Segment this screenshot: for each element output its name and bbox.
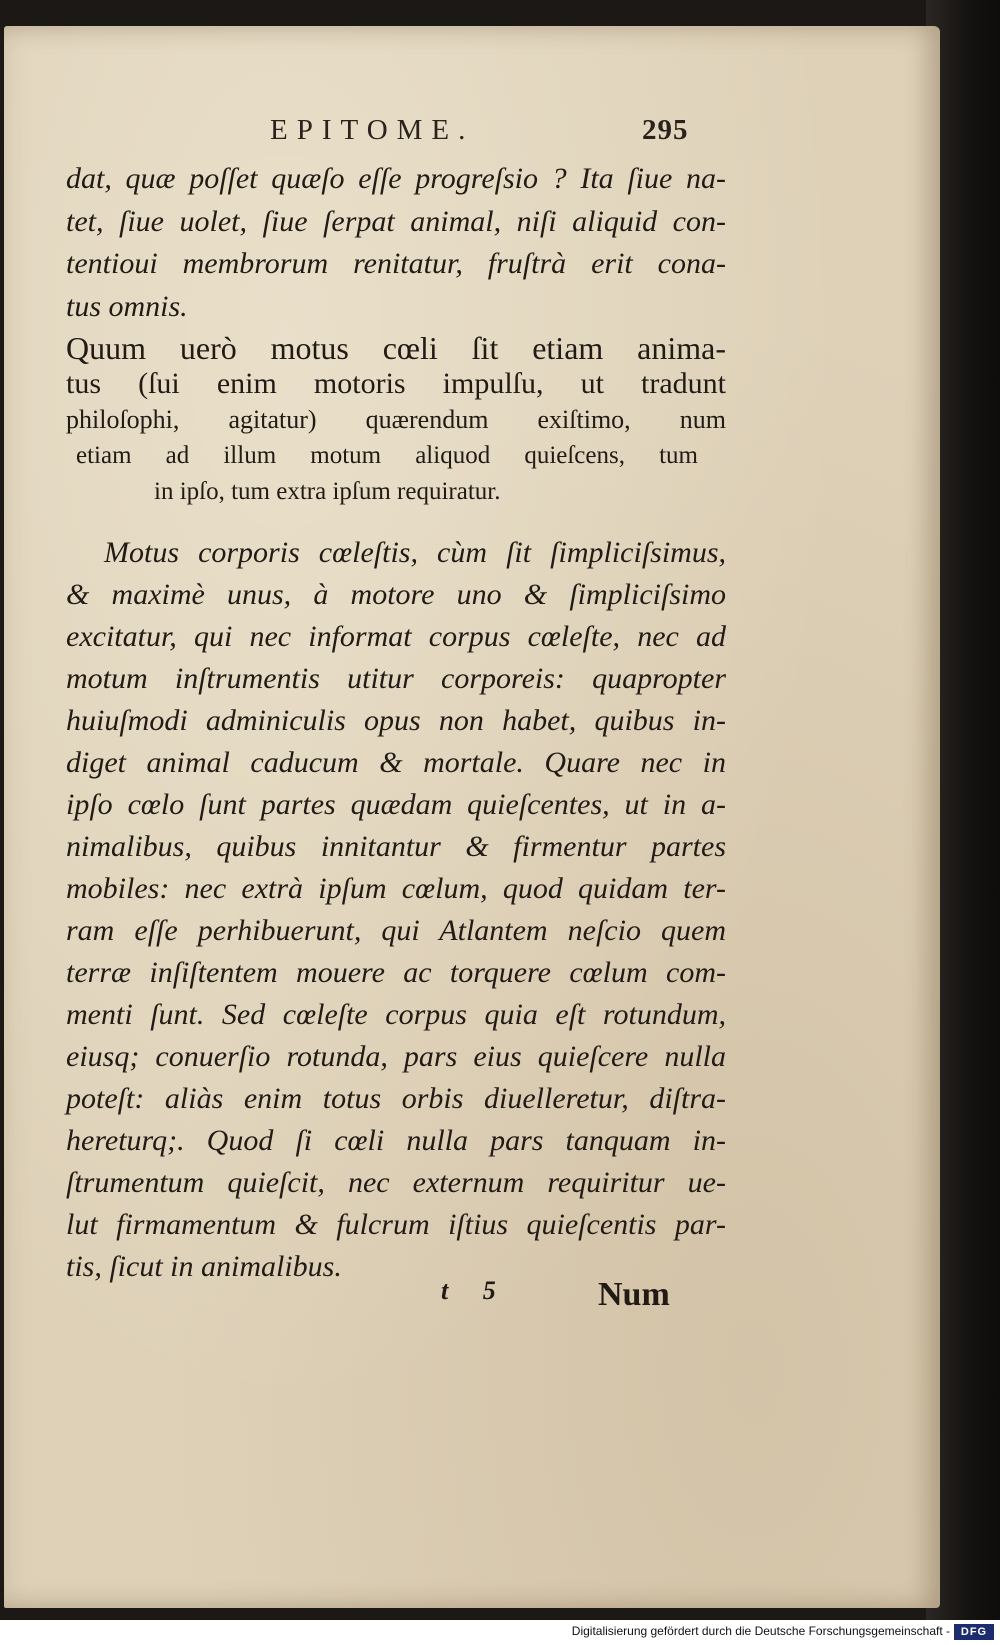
dfg-logo: DFG	[954, 1624, 994, 1640]
paragraph-3-answer	[66, 532, 726, 1288]
text-line: tus omnis.	[66, 289, 188, 323]
catchword: Num	[598, 1276, 670, 1313]
text-line: in ipſo, tum extra ipſum requiratur.	[154, 478, 501, 505]
signature-mark: t 5	[441, 1276, 510, 1305]
text-line: tus (ſui enim motoris impulſu, ut tradunt	[66, 367, 726, 400]
text-line: tentioui membrorum renitatur, fruſtrà erit cona-	[66, 247, 726, 280]
text-line: philoſophi, agitatur) quærendum exiſtimo, num	[66, 405, 726, 434]
text-line: terræ inſiſtentem mouere ac torquere cœlum com-	[66, 956, 726, 989]
text-line: ram eſſe perhibuerunt, qui Atlantem neſcio quem	[66, 914, 726, 947]
text-line: hereturq;. Quod ſi cœli nulla pars tanquam in-	[66, 1124, 726, 1157]
text-line: motum inſtrumentis utitur corporeis: quapropter	[66, 662, 726, 695]
text-line: tis, ſicut in animalibus.	[66, 1250, 342, 1283]
digitization-credit-bar	[0, 1620, 1000, 1645]
text-line: etiam ad illum motum aliquod quieſcens, tum	[76, 442, 698, 469]
text-line: huiuſmodi adminiculis opus non habet, quibus in-	[66, 704, 726, 737]
text-line: poteſt: aliàs enim totus orbis diuelleretur, diſtra-	[66, 1082, 726, 1115]
paragraph-1	[66, 158, 726, 328]
text-line: Motus corporis cœleſtis, cùm ſit ſimpliciſsimus,	[104, 536, 726, 569]
text-line: nimalibus, quibus innitantur & firmentur partes	[66, 830, 726, 863]
credit-text: Digitalisierung gefördert durch die Deutsche Forschungsgemeinschaft -	[571, 1624, 950, 1638]
text-line: mobiles: nec extrà ipſum cœlum, quod quidam ter-	[66, 872, 726, 905]
paragraph-2-question	[66, 330, 726, 510]
text-line: tet, ſiue uolet, ſiue ſerpat animal, niſi aliquid con-	[66, 204, 726, 238]
text-line: diget animal caducum & mortale. Quare nec in	[66, 746, 726, 779]
text-line: dat, quæ poſſet quæſo eſſe progreſsio ? Ita ſiue na-	[66, 162, 726, 195]
text-line: excitatur, qui nec informat corpus cœleſte, nec ad	[66, 620, 726, 653]
text-line: menti ſunt. Sed cœleſte corpus quia eſt rotundum,	[66, 998, 726, 1031]
text-line: ſtrumentum quieſcit, nec externum requiritur ue-	[66, 1166, 726, 1199]
text-line: ipſo cœlo ſunt partes quædam quieſcentes, ut in a-	[66, 788, 726, 821]
page-header	[260, 114, 720, 154]
text-line: eiusq; conuerſio rotunda, pars eius quieſcere nulla	[66, 1040, 726, 1073]
running-title: EPITOME.	[270, 114, 475, 146]
text-line: & maximè unus, à motore uno & ſimpliciſsimo	[66, 578, 726, 611]
text-line: lut firmamentum & fulcrum iſtius quieſcentis par-	[66, 1208, 726, 1241]
page-footer	[66, 1276, 726, 1316]
text-line: Quum uerò motus cœli ſit etiam anima-	[66, 330, 726, 366]
page-number: 295	[642, 114, 689, 146]
